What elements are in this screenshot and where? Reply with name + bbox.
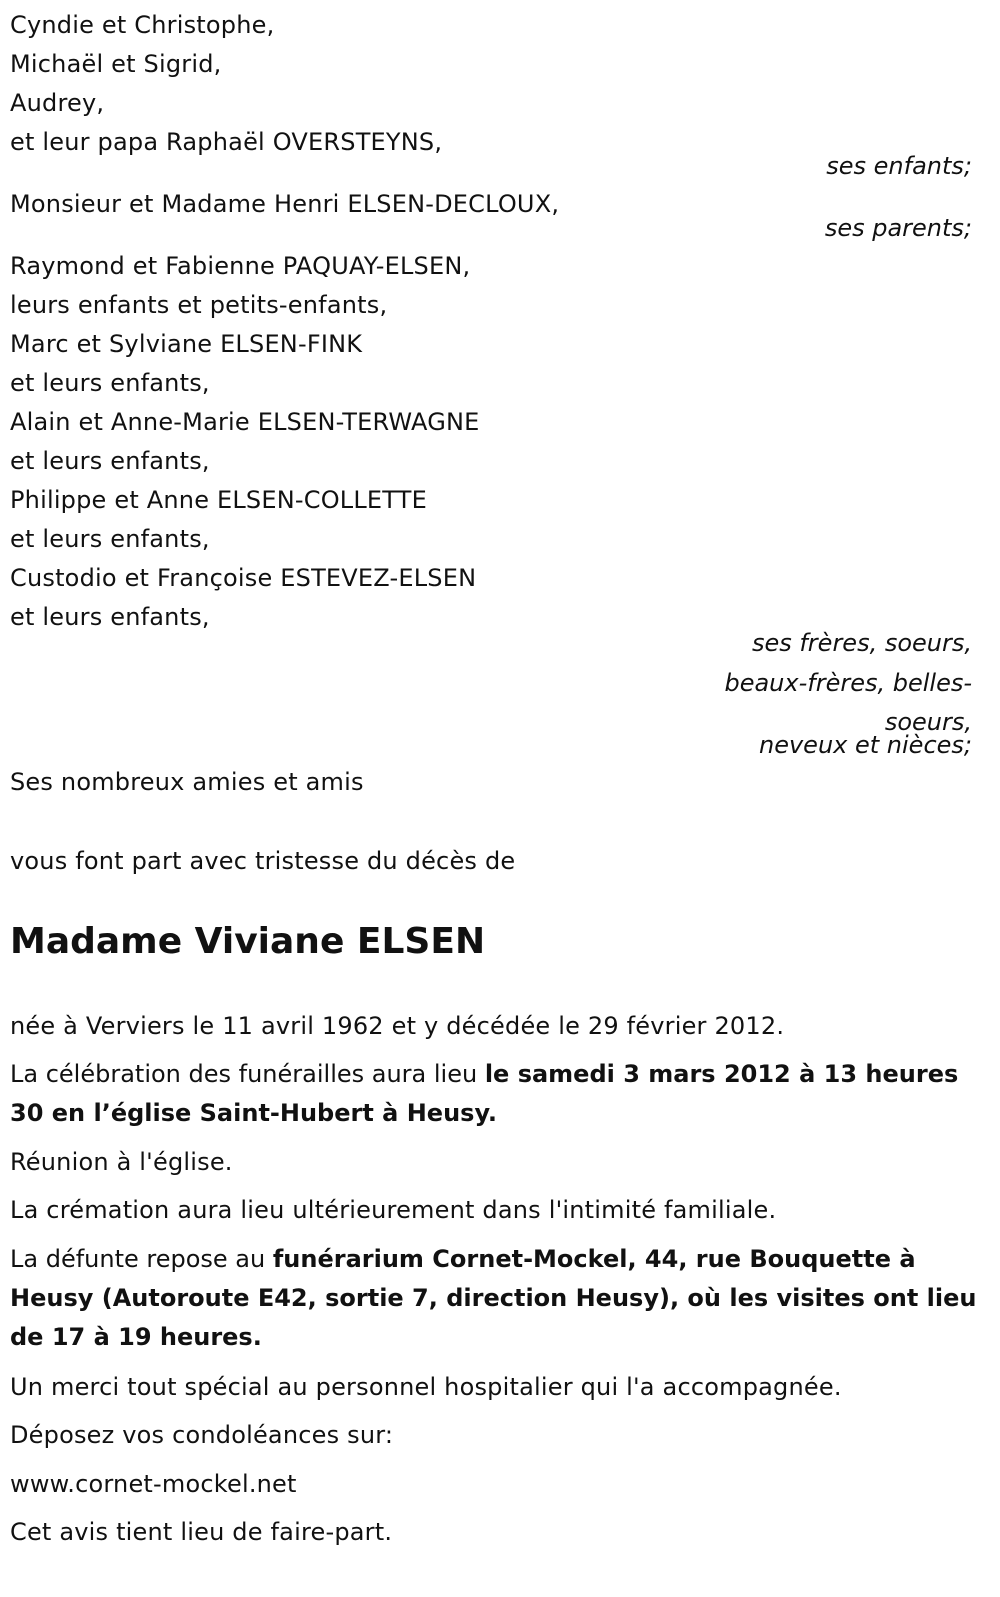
sibling-line: et leurs enfants, [10,369,210,397]
funeral-prefix: La célébration des funérailles aura lieu [10,1060,485,1088]
sibling-line: leurs enfants et petits-enfants, [10,291,388,319]
birth-death-line: née à Verviers le 11 avril 1962 et y décédée le 29 février 2012. [10,1012,785,1040]
condolences-line: Déposez vos condoléances sur: [10,1421,394,1449]
cremation-line: La crémation aura lieu ultérieurement dans l'intimité familiale. [10,1196,777,1224]
children-line: Cyndie et Christophe, [10,11,275,39]
sibling-line: et leurs enfants, [10,525,210,553]
rest-prefix: La défunte repose au [10,1245,273,1273]
sibling-line: et leurs enfants, [10,603,210,631]
sibling-line: et leurs enfants, [10,447,210,475]
sibling-line: Raymond et Fabienne PAQUAY-ELSEN, [10,252,471,280]
closing-line: Cet avis tient lieu de faire-part. [10,1518,393,1546]
funeral-details: le samedi 3 mars 2012 à 13 heures 30 en l’église Saint-Hubert à Heusy. [10,1060,959,1127]
siblings-role-line: ses frères, soeurs, [751,629,972,657]
website-text: www.cornet-mockel.net [10,1470,297,1498]
parents-role: ses parents; [824,214,972,242]
sibling-line: Marc et Sylviane ELSEN-FINK [10,330,363,358]
rest-details: funérarium Cornet-Mockel, 44, rue Bouquette à Heusy (Autoroute E42, sortie 7, direction Heusy), où les visites ont lieu de 17 à 19 heures. [10,1245,977,1351]
children-line: Michaël et Sigrid, [10,50,222,78]
siblings-role-line: neveux et nièces; [759,731,972,759]
reunion-line: Réunion à l'église. [10,1148,233,1176]
children-role: ses enfants; [826,152,972,180]
children-line: et leur papa Raphaël OVERSTEYNS, [10,128,443,156]
sibling-line: Philippe et Anne ELSEN-COLLETTE [10,486,427,514]
siblings-role-line: soeurs, [884,708,972,736]
deceased-name: Madame Viviane ELSEN [10,921,486,962]
announcement-intro: vous font part avec tristesse du décès de [10,847,516,875]
friends-line: Ses nombreux amies et amis [10,768,364,796]
sibling-line: Custodio et Françoise ESTEVEZ-ELSEN [10,564,477,592]
parents-line: Monsieur et Madame Henri ELSEN-DECLOUX, [10,190,560,218]
funeral-paragraph [10,1055,980,1133]
rest-paragraph [10,1240,980,1357]
siblings-role-line: beaux-frères, belles- [724,669,972,697]
thanks-line: Un merci tout spécial au personnel hospitalier qui l'a accompagnée. [10,1373,842,1401]
children-line: Audrey, [10,89,105,117]
sibling-line: Alain et Anne-Marie ELSEN-TERWAGNE [10,408,480,436]
